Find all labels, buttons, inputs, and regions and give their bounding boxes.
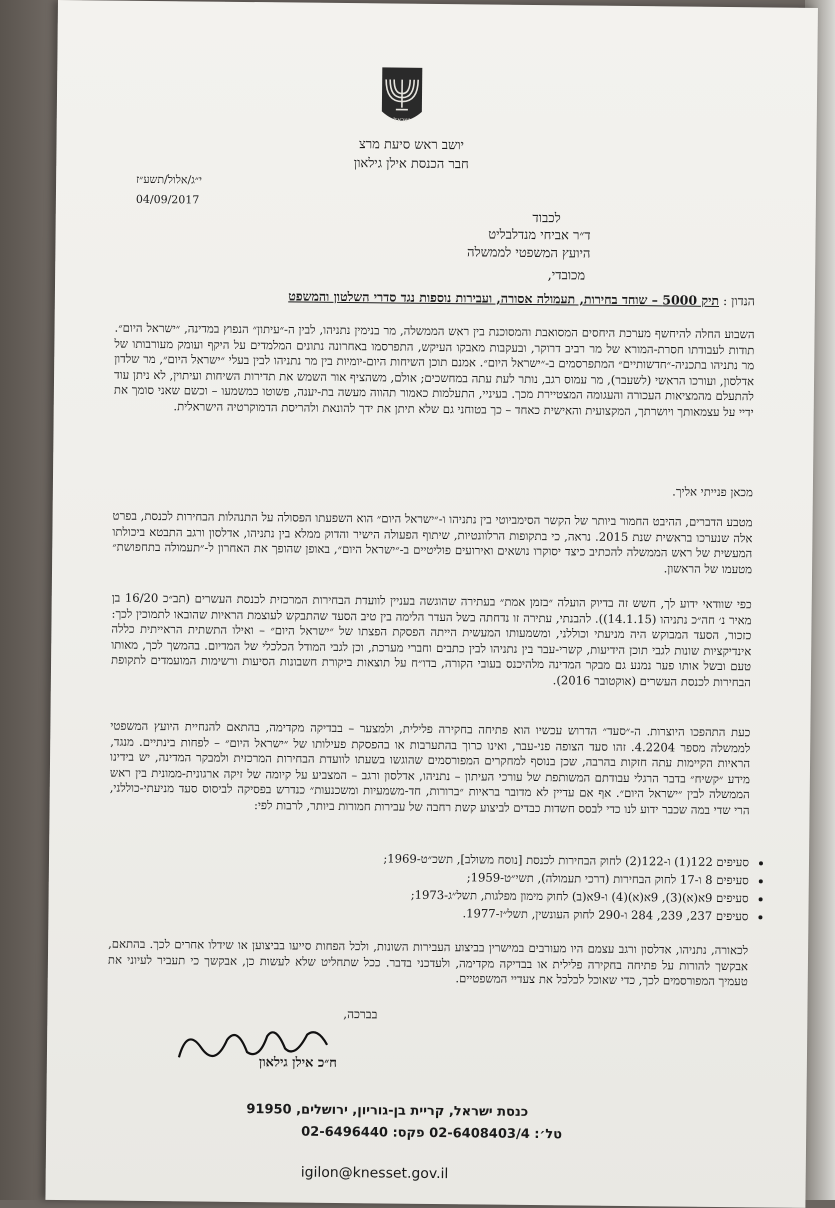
paragraph-5 bbox=[109, 719, 750, 829]
paragraph-text: מטבע הדברים, ההיבט החמור ביותר של הקשר הסימביוטי בין נתניהו ו-״ישראל היום״ הוא השפעתו הפסולה על התנהלות הבחירות לכנסת, בפרט אלה שנערכו בראשית שנת 2015. נראה, כי בתקופות הרלוונטיות, שיתוף הפעולה הישיר והדוק ממלא בין נתניהו, אדלסון ורגב התבטא ביכולתו המעשית של ראש הממשלה להכתיב כיצד יסוקרו נושאים ואירועים פוליטיים ב-״ישראל היום״, באופן שהופך את האחרון ל-״תעמולה בתחפושת״ מטעמו של הראשון. bbox=[112, 509, 753, 578]
list-item: • סעיפים 8 ו-17 לחוק הבחירות (דרכי תעמולה), תשי״ט-1959; bbox=[109, 865, 749, 890]
recipient-title: היועץ המשפטי לממשלה bbox=[467, 244, 590, 261]
paragraph-text: לכאורה, נתניהו, אדלסון ורגב עצמם היו מעורבים במישרין בביצוע העבירות השונות, ולכל הפחות סייעו בביצוען או שידלו אחרים לכך. בהתאם, אבקשך להורות על פתיחה בחקירה פלילית או בבדיקה מקדימה, ולעדכני בדבר. ככל שתחליט שלא לעשות כן, אבקשך כי תעביר לעיוני את טעמיך המפורסמים לכך, כדי שאוכל לכלכל את צעדיי המשפטיים. bbox=[108, 937, 748, 990]
hebrew-date: י״ג/אלול/תשע״ז bbox=[136, 173, 202, 187]
paragraph-3 bbox=[112, 509, 753, 588]
footer-email[interactable]: igilon@knesset.gov.il bbox=[301, 1165, 449, 1183]
subject-text: תיק 5000 – שוחד בחירות, תעמולה אסורה, ועבירות נוספות נגד סדרי השלטון והמשפט bbox=[288, 288, 719, 308]
paragraph-text: מכאן פנייתי אליך. bbox=[113, 479, 753, 501]
signatory-name: ח״כ אילן גילאון bbox=[259, 1054, 337, 1071]
salutation: מכובדי, bbox=[548, 267, 586, 283]
recipient-name: ד״ר אביחי מנדלבליט bbox=[488, 227, 590, 244]
emblem-label: ישראל bbox=[394, 117, 410, 124]
list-item: • סעיפים 9א(א)(3), 9א(א)(4) ו-9א(ב) לחוק מימון מפלגות, תשל״ג-1973; bbox=[109, 883, 749, 908]
letter-page bbox=[45, 0, 818, 1208]
list-item: • סעיפים 122(1) ו-122(2) לחוק הבחירות לכנסת [נוסח משולב], תשכ״ט-1969; bbox=[109, 847, 749, 872]
sender-title: יושב ראש סיעת מרצ bbox=[286, 135, 536, 154]
recipient-honorific: לכבוד bbox=[532, 210, 560, 226]
subject-prefix: הנדון : bbox=[723, 293, 755, 308]
paragraph-6 bbox=[108, 937, 749, 1000]
paragraph-1 bbox=[114, 321, 755, 431]
menorah-emblem-icon bbox=[372, 63, 433, 134]
paragraph-text: השבוע החלה להיחשף מערכת היחסים המסואבת והמסוכנת בין ראש הממשלה, מר בנימין נתניהו, לבין ה-״עיתון״ הנפוץ במדינה, ״ישראל היום״. תודות לעבודתו חסרת-המורא של מר רביב דרוקר, ובעקבות מאבקו העיקש, התפרסמו באחרונה נתונים המלמדים על היקף ועומק מעורבותו של מר נתניהו בתכניה-״חדשותיים״ המתפרסמים ב-״ישראל היום״. אמנם תוכן השיחות היום-יומיות בין מר נתניהו לבין בעלי ״ישראל היום״, מר שלדון אדלסון, ועורכו הראשי (לשעבר), מר עמוס רגב, נותר לעת עתה במחשכים; אולם, משהציף אור השמש את תדירות השיחות ועיתוין, לא ניתן עוד להתעלם מהמציאות העכורה והעגומה המצטיירת מכך. בעיניי, התעלמות כאמור תהווה מעשה בת-יענה, פשוטו כמשמעו – וכשם שאני סומך את ידיי על עצמאותך ויושרתך, המקצועית והאישית כאחד – כך בטוחני גם שלא תיתן את ידך להונאת ולהריסת הדמוקרטיה הישראלית. bbox=[114, 321, 755, 421]
statute-list bbox=[108, 847, 771, 926]
list-item: • סעיפים 237, 239, 284 ו-290 לחוק העונשין, תשל״ז-1977. bbox=[108, 901, 748, 926]
footer-phones: טל׳: 02-6408403/4 פקס: 02-6496440 bbox=[301, 1125, 562, 1143]
paragraph-text: כעת התהפכו היוצרות. ה-״סעד״ הדרוש עכשיו הוא פתיחה בחקירה פלילית, ולמצער – בבדיקה מקדימה, בהתאם להנחיית היועץ המשפטי לממשלה מספר 4.2204. זהו סעד הצופה פני-עבר, ואינו כרוך בהתערבות או בהפסקת פעילותו של ״ישראל היום״ – לפחות בינתיים. מנגד, הראיות הקיימות עתה חזקות בהרבה, שכן בנוסף למחקרים המפורסמים שהוגשו בשעתו לוועדת הבחירות המרכזית ולמבקר המדינה, יש בידינו מידע ״קשיח״ בדבר הרגלי עבודתם המשותפת של עורכי העיתון – נתניהו, אדלסון ורגב – המצביע על קיומה של זיקה ארגונית-ממונית בין ראש הממשלה לבין ״ישראל היום״. אף אם עדיין לא מדובר בראיות ״ברורות, חד-משמעיות ומשכנעות״ כנדרש בפסיקה לביסוס סעד מניעתי-כוללני, הרי שדי במה שכבר ידוע לנו כדי לבסס חשדות כבדים לביצוע קשת רחבה של עבירות חמורות ביותר, לרבות לפי: bbox=[109, 719, 750, 819]
paragraph-4 bbox=[111, 591, 752, 701]
sender-name: חבר הכנסת אילן גילאון bbox=[286, 154, 536, 173]
closing-greeting: בברכה, bbox=[343, 1007, 377, 1022]
subject-line bbox=[125, 287, 755, 310]
date: 04/09/2017 bbox=[136, 193, 200, 207]
footer-address: כנסת ישראל, קריית בן-גוריון, ירושלים, 91950 bbox=[246, 1102, 528, 1120]
paragraph-text: כפי שוודאי ידוע לך, חשש זה בדיוק הועלה ״בזמן אמת״ בעתירה שהוגשה בעניין לוועדת הבחירות המרכזית לכנסת העשרים (תב״כ 16/20 בן מאיר נ׳ חה״כ נתניהו (14.1.15)). להבנתי, עתירה זו נדחתה בשל העדר הלימה בין טיב הסעד שהתבקש לעוצמת הראיות שהובאו לתמוכין לכך: כזכור, הסעד המבוקש היה מניעתי וכוללני, ומשמעותו המעשית הייתה הפסקת הפצתו של ״ישראל היום״ – ואילו התשתית הראייתית כללה אינדיקציות שונות לגבי תוכן הידיעות, קשרי-עבר בין נתניהו לבין כתבים וחברי מערכת, וכן לגבי המודל הכלכלי של המדיום. בהמשך לכך, מאותו טעם ובשל אותו פער נמנע גם מבקר המדינה מלהיכנס בעובי הקורה, בדו״ח על תוצאות ביקורת חשבונות הסיעות ורשימות המועמדים לתקופת הבחירות לכנסת העשרים (אוקטובר 2016). bbox=[111, 591, 752, 691]
paragraph-2 bbox=[113, 479, 753, 511]
